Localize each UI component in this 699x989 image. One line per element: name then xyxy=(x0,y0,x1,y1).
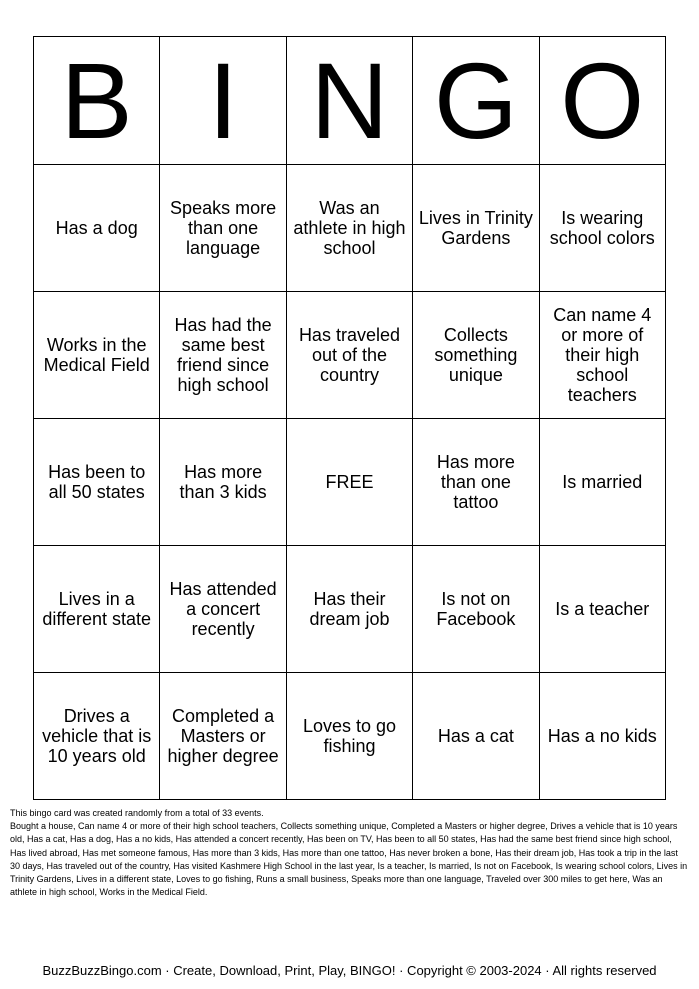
bingo-cell: Drives a vehicle that is 10 years old xyxy=(34,673,160,800)
bingo-cell: Is a teacher xyxy=(539,546,665,673)
free-space-cell: FREE xyxy=(286,419,412,546)
header-letter-i: I xyxy=(160,37,286,165)
bingo-cell: Loves to go fishing xyxy=(286,673,412,800)
note-intro: This bingo card was created randomly from a total of 33 events. xyxy=(10,808,264,818)
bingo-cell: Works in the Medical Field xyxy=(34,292,160,419)
bingo-row-3 xyxy=(34,419,666,546)
bingo-cell: Lives in a different state xyxy=(34,546,160,673)
bingo-cell: Has been to all 50 states xyxy=(34,419,160,546)
bingo-cell: Has had the same best friend since high school xyxy=(160,292,286,419)
bingo-cell: Lives in Trinity Gardens xyxy=(413,165,539,292)
header-letter-n: N xyxy=(286,37,412,165)
bingo-cell: Has traveled out of the country xyxy=(286,292,412,419)
header-letter-b: B xyxy=(34,37,160,165)
header-letter-g: G xyxy=(413,37,539,165)
note-events: Bought a house, Can name 4 or more of their high school teachers, Collects something unique, Completed a Masters or higher degree, Drives a vehicle that is 10 years old, Has a cat, Has a dog, Has a no kids, Has attended a concert recently, Has been on TV, Has been to all 50 states, Has had the same best friend since high school, Has lived abroad, Has met someone famous, Has more than 3 kids, Has more than one tattoo, Has never broken a bone, Has their dream job, Has took a trip in the last 30 days, Has traveled out of the country, Has visited Kashmere High School in the last year, Is a teacher, Is married, Is not on Facebook, Is wearing school colors, Lives in Trinity Gardens, Lives in a different state, Loves to go fishing, Runs a small business, Speaks more than one language, Traveled over 300 miles to get here, Was an athlete in high school, Works in the Medical Field. xyxy=(10,821,688,898)
footer-copyright: BuzzBuzzBingo.com · Create, Download, Print, Play, BINGO! · Copyright © 2003-2024 · All rights reserved xyxy=(42,963,657,978)
bingo-cell: Has attended a concert recently xyxy=(160,546,286,673)
bingo-cell: Is not on Facebook xyxy=(413,546,539,673)
bingo-cell: Is married xyxy=(539,419,665,546)
bingo-row-5 xyxy=(34,673,666,800)
bingo-row-4 xyxy=(34,546,666,673)
bingo-cell: Speaks more than one language xyxy=(160,165,286,292)
bingo-cell: Has a dog xyxy=(34,165,160,292)
bingo-row-2 xyxy=(34,292,666,419)
header-letter-o: O xyxy=(539,37,665,165)
bingo-cell: Has more than 3 kids xyxy=(160,419,286,546)
bingo-cell: Was an athlete in high school xyxy=(286,165,412,292)
bingo-cell: Has a no kids xyxy=(539,673,665,800)
bingo-cell: Can name 4 or more of their high school teachers xyxy=(539,292,665,419)
bingo-row-1 xyxy=(34,165,666,292)
bingo-cell: Has their dream job xyxy=(286,546,412,673)
bingo-card xyxy=(33,36,666,800)
bingo-cell: Has more than one tattoo xyxy=(413,419,539,546)
bingo-cell: Has a cat xyxy=(413,673,539,800)
bingo-cell: Is wearing school colors xyxy=(539,165,665,292)
bingo-header-row xyxy=(34,37,666,165)
bingo-cell: Completed a Masters or higher degree xyxy=(160,673,286,800)
event-list-note xyxy=(10,807,690,899)
bingo-cell: Collects something unique xyxy=(413,292,539,419)
